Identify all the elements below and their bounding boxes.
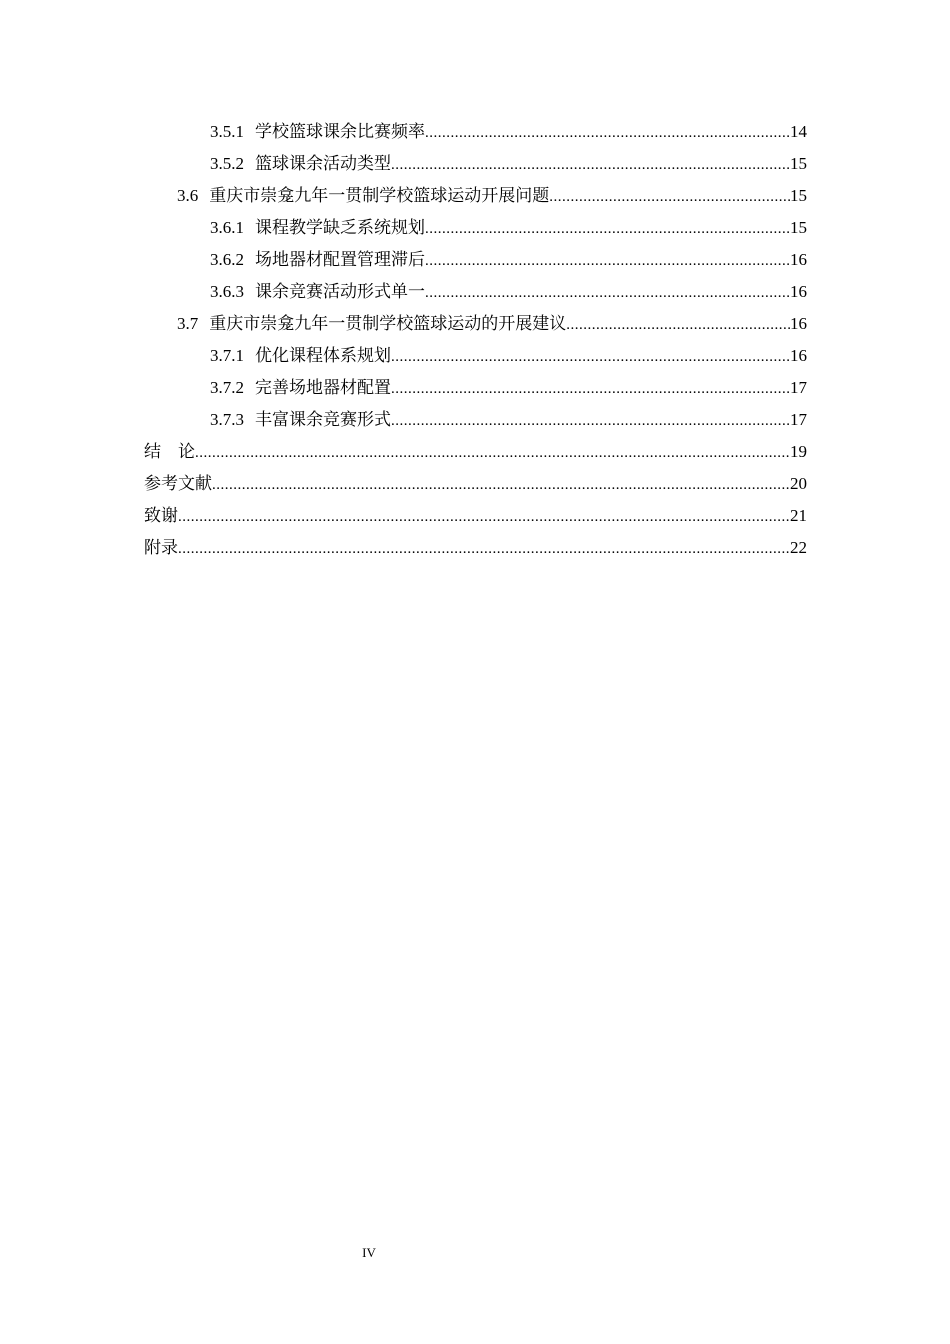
toc-entry-title: 课程教学缺乏系统规划 [255, 218, 425, 238]
toc-entry[interactable] [144, 212, 807, 244]
toc-entry-number: 3.6.3 [210, 282, 244, 301]
toc-entry-page: 15 [790, 186, 807, 205]
toc-entry-page: 15 [790, 154, 807, 173]
toc-entry[interactable] [144, 340, 807, 372]
toc-entry-title: 致谢 [144, 506, 178, 526]
toc-entry-title: 丰富课余竞赛形式 [255, 410, 391, 430]
toc-dot-leader [566, 309, 790, 341]
toc-dot-leader [425, 277, 790, 309]
toc-entry[interactable] [144, 180, 807, 212]
toc-entry[interactable] [144, 308, 807, 340]
toc-dot-leader [212, 469, 790, 501]
table-of-contents [144, 116, 807, 564]
toc-entry-number: 3.5.2 [210, 154, 244, 173]
toc-entry-page: 17 [790, 410, 807, 429]
toc-entry-title: 重庆市崇龛九年一贯制学校篮球运动的开展建议 [209, 314, 567, 334]
toc-entry-title: 优化课程体系规划 [255, 346, 391, 366]
toc-entry-number: 3.7.3 [210, 410, 244, 429]
toc-dot-leader [391, 149, 790, 181]
toc-entry-page: 16 [790, 314, 807, 333]
toc-entry-page: 16 [790, 346, 807, 365]
toc-entry-title: 完善场地器材配置 [255, 378, 391, 398]
toc-dot-leader [178, 501, 790, 533]
toc-entry-title: 参考文献 [144, 474, 212, 494]
toc-dot-leader [391, 341, 790, 373]
toc-entry-page: 22 [790, 538, 807, 557]
page-number: IV [362, 1245, 376, 1260]
toc-entry-number: 3.6 [177, 186, 199, 205]
toc-entry-number: 3.6.2 [210, 250, 244, 269]
toc-entry-title: 场地器材配置管理滞后 [255, 250, 425, 270]
toc-entry-title: 重庆市崇龛九年一贯制学校篮球运动开展问题 [209, 186, 550, 206]
toc-entry-page: 16 [790, 282, 807, 301]
toc-entry-page: 14 [790, 122, 807, 141]
toc-entry-page: 20 [790, 474, 807, 493]
toc-entry-number: 3.7 [177, 314, 199, 333]
toc-entry-page: 17 [790, 378, 807, 397]
toc-entry-page: 16 [790, 250, 807, 269]
toc-entry[interactable] [144, 276, 807, 308]
toc-entry[interactable] [144, 244, 807, 276]
toc-entry[interactable] [144, 148, 807, 180]
toc-entry-title: 篮球课余活动类型 [255, 154, 391, 174]
toc-dot-leader [425, 245, 790, 277]
toc-entry[interactable] [144, 404, 807, 436]
toc-entry[interactable] [144, 116, 807, 148]
toc-entry-page: 15 [790, 218, 807, 237]
toc-entry-title: 结 论 [144, 442, 195, 462]
toc-dot-leader [425, 117, 790, 149]
toc-dot-leader [549, 181, 790, 213]
toc-entry[interactable] [144, 468, 807, 500]
toc-entry[interactable] [144, 372, 807, 404]
toc-entry-number: 3.7.2 [210, 378, 244, 397]
toc-entry[interactable] [144, 532, 807, 564]
toc-entry-page: 19 [790, 442, 807, 461]
toc-entry-page: 21 [790, 506, 807, 525]
toc-entry-number: 3.6.1 [210, 218, 244, 237]
toc-dot-leader [178, 533, 790, 565]
toc-dot-leader [391, 405, 790, 437]
toc-entry[interactable] [144, 500, 807, 532]
toc-dot-leader [195, 437, 790, 469]
toc-dot-leader [391, 373, 790, 405]
toc-entry-title: 学校篮球课余比赛频率 [255, 122, 425, 142]
toc-entry-number: 3.5.1 [210, 122, 244, 141]
toc-entry-number: 3.7.1 [210, 346, 244, 365]
toc-entry-title: 课余竞赛活动形式单一 [255, 282, 425, 302]
toc-entry-title: 附录 [144, 538, 178, 558]
toc-entry[interactable] [144, 436, 807, 468]
toc-dot-leader [425, 213, 790, 245]
